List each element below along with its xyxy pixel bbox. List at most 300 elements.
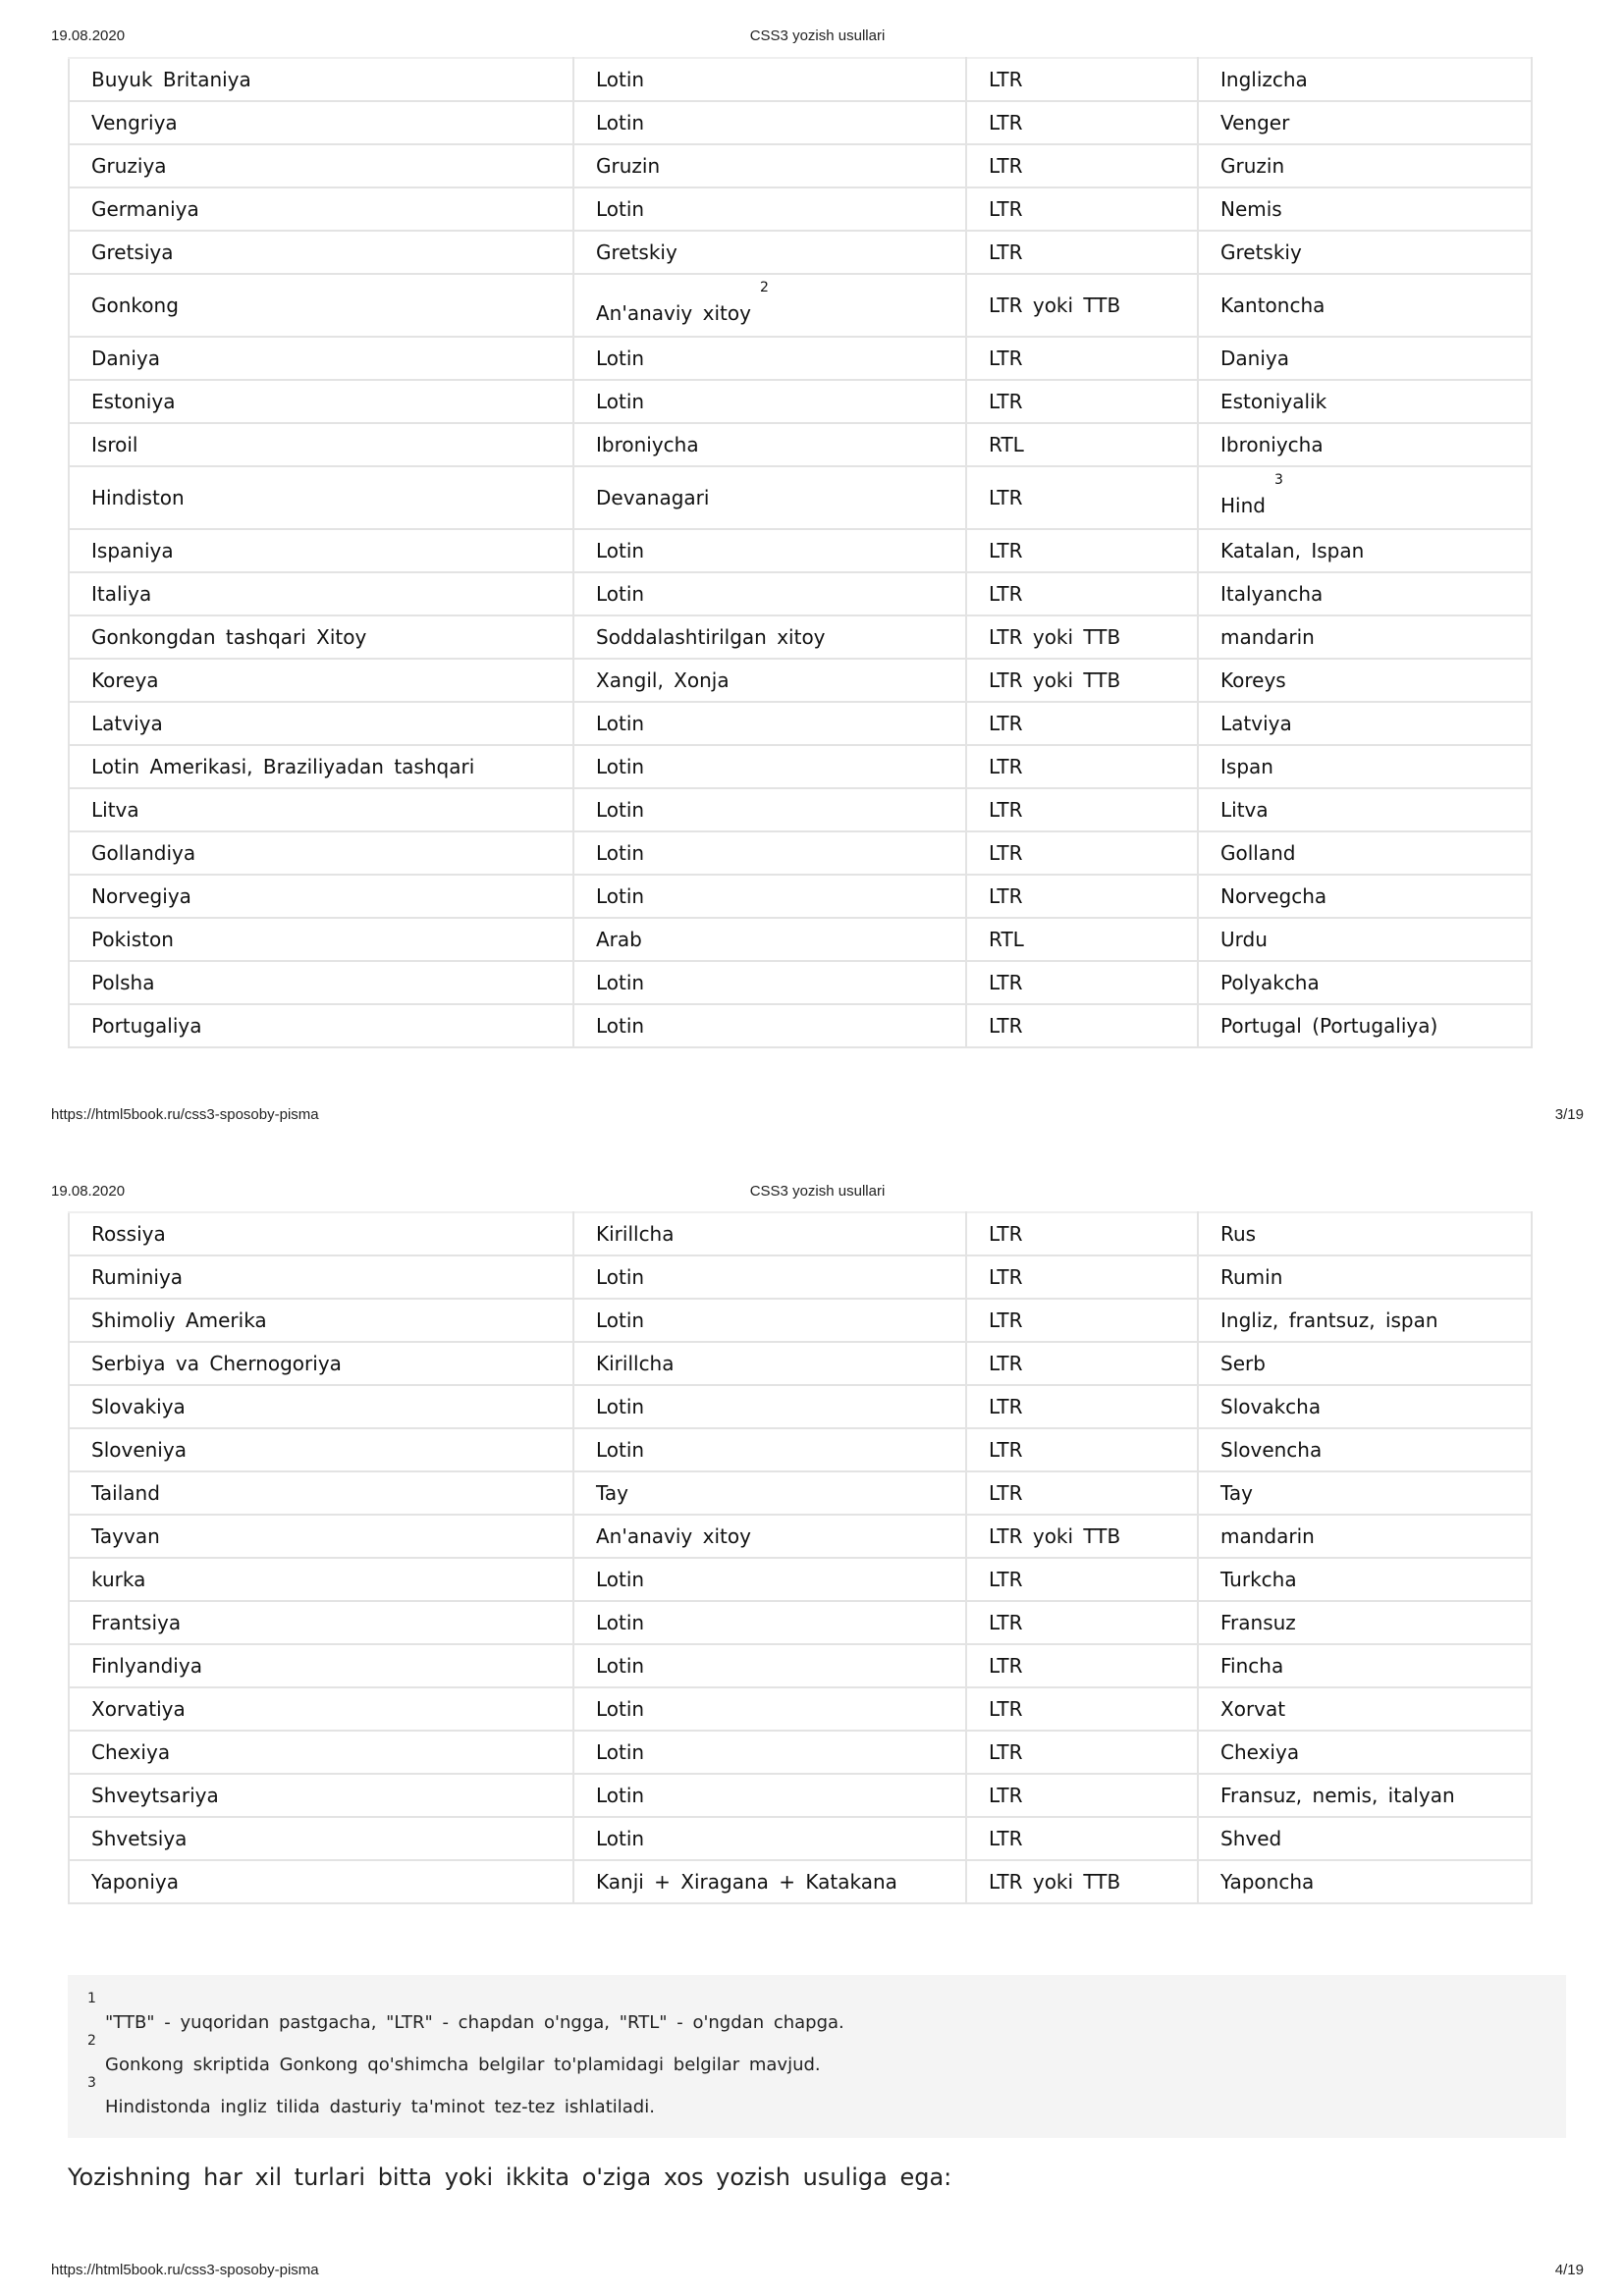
table-row xyxy=(69,187,1532,231)
table-row xyxy=(69,101,1532,144)
language-cell-text xyxy=(1220,472,1283,517)
country-cell-text: Shveytsariya xyxy=(91,1784,219,1807)
direction-cell xyxy=(966,274,1198,337)
country-cell-text: Buyuk Britaniya xyxy=(91,68,251,91)
language-cell-text: Daniya xyxy=(1220,347,1289,370)
direction-cell-text: LTR xyxy=(989,1611,1023,1634)
country-cell-text: Rossiya xyxy=(91,1222,166,1246)
script-cell-text: An'anaviy xitoy xyxy=(596,1524,751,1548)
language-cell-text: Inglizcha xyxy=(1220,68,1308,91)
script-cell-text: Kanji + Xiragana + Katakana xyxy=(596,1870,897,1894)
direction-cell-text: LTR yoki TTB xyxy=(989,1524,1121,1548)
country-cell-text: Vengriya xyxy=(91,111,178,134)
direction-cell xyxy=(966,615,1198,659)
language-cell-text: Gruzin xyxy=(1220,154,1285,178)
language-cell-text: Polyakcha xyxy=(1220,971,1320,994)
language-cell xyxy=(1198,1004,1532,1047)
direction-cell-text: LTR xyxy=(989,1697,1023,1721)
script-cell xyxy=(573,466,966,529)
language-cell xyxy=(1198,615,1532,659)
country-cell-text: Italiya xyxy=(91,582,152,606)
country-cell xyxy=(69,875,573,918)
language-cell-text: Chexiya xyxy=(1220,1740,1300,1764)
language-cell-text: Rumin xyxy=(1220,1265,1283,1289)
script-cell-text: Lotin xyxy=(596,68,645,91)
direction-cell-text: LTR xyxy=(989,539,1023,562)
direction-cell xyxy=(966,423,1198,466)
country-cell xyxy=(69,274,573,337)
page-header xyxy=(51,27,1584,47)
script-cell-text: Lotin xyxy=(596,197,645,221)
footnote-text: Hindistonda ingliz tilida dasturiy ta'minot tez-tez ishlatiladi. xyxy=(105,2097,655,2117)
footnote xyxy=(87,2033,821,2075)
script-cell-text: Lotin xyxy=(596,971,645,994)
table-row xyxy=(69,1558,1532,1601)
print-date: 19.08.2020 xyxy=(51,27,126,44)
table-row xyxy=(69,231,1532,274)
country-cell xyxy=(69,1558,573,1601)
language-cell-text: Kantoncha xyxy=(1220,294,1325,317)
script-cell xyxy=(573,1860,966,1903)
country-cell-text: Latviya xyxy=(91,712,163,735)
country-cell xyxy=(69,231,573,274)
footnotes-box xyxy=(68,1975,1566,2138)
direction-cell xyxy=(966,1601,1198,1644)
country-cell-text: Slovakiya xyxy=(91,1395,186,1418)
country-cell-text: Chexiya xyxy=(91,1740,171,1764)
direction-cell-text: LTR xyxy=(989,1395,1023,1418)
direction-cell xyxy=(966,961,1198,1004)
direction-cell xyxy=(966,1255,1198,1299)
script-cell-text: Arab xyxy=(596,928,642,951)
language-cell-text: Xorvat xyxy=(1220,1697,1286,1721)
direction-cell-text: LTR xyxy=(989,1740,1023,1764)
direction-cell xyxy=(966,466,1198,529)
script-cell xyxy=(573,1817,966,1860)
direction-cell-text: LTR xyxy=(989,884,1023,908)
country-cell-text: Tayvan xyxy=(91,1524,160,1548)
table-row xyxy=(69,1471,1532,1515)
script-cell-text: Lotin xyxy=(596,390,645,413)
direction-cell xyxy=(966,1644,1198,1687)
direction-cell xyxy=(966,1515,1198,1558)
country-cell-text: Tailand xyxy=(91,1481,160,1505)
language-cell xyxy=(1198,1644,1532,1687)
direction-cell xyxy=(966,144,1198,187)
country-cell-text: kurka xyxy=(91,1568,146,1591)
language-cell-text: Tay xyxy=(1220,1481,1253,1505)
direction-cell-text: LTR xyxy=(989,1784,1023,1807)
language-cell-text: Nemis xyxy=(1220,197,1282,221)
table-row xyxy=(69,1644,1532,1687)
script-cell xyxy=(573,58,966,101)
script-cell-text: Lotin xyxy=(596,1308,645,1332)
direction-cell-text: LTR xyxy=(989,111,1023,134)
source-url-link[interactable]: https://html5book.ru/css3-sposoby-pisma xyxy=(51,1106,319,1123)
table-row xyxy=(69,144,1532,187)
table-row xyxy=(69,918,1532,961)
country-cell-text: Norvegiya xyxy=(91,884,191,908)
language-cell xyxy=(1198,187,1532,231)
footnote-reference[interactable]: 3 xyxy=(1274,472,1283,488)
script-cell-text: Lotin xyxy=(596,1784,645,1807)
script-cell-text: Lotin xyxy=(596,1827,645,1850)
table-row xyxy=(69,466,1532,529)
country-cell xyxy=(69,1299,573,1342)
page-number: 4/19 xyxy=(1554,2262,1584,2278)
table-row xyxy=(69,1817,1532,1860)
body-paragraph: Yozishning har xil turlari bitta yoki ikkita o'ziga xos yozish usuliga ega: xyxy=(68,2163,952,2191)
language-cell-text: Gretskiy xyxy=(1220,240,1302,264)
script-cell-text: Lotin xyxy=(596,1438,645,1462)
script-cell-text: Lotin xyxy=(596,1568,645,1591)
script-cell-text: Tay xyxy=(596,1481,628,1505)
country-cell-text: Shvetsiya xyxy=(91,1827,188,1850)
country-cell xyxy=(69,1212,573,1255)
script-cell-text: Lotin xyxy=(596,1265,645,1289)
footnote-number: 1 xyxy=(87,1991,96,2006)
language-cell-text: Slovakcha xyxy=(1220,1395,1322,1418)
language-cell xyxy=(1198,466,1532,529)
script-cell-text: Lotin xyxy=(596,1611,645,1634)
country-cell-text: Xorvatiya xyxy=(91,1697,186,1721)
language-cell xyxy=(1198,337,1532,380)
direction-cell-text: LTR yoki TTB xyxy=(989,1870,1121,1894)
script-cell xyxy=(573,1428,966,1471)
direction-cell-text: LTR xyxy=(989,347,1023,370)
country-cell-text: Litva xyxy=(91,798,139,822)
language-cell xyxy=(1198,1515,1532,1558)
direction-cell xyxy=(966,1774,1198,1817)
language-cell xyxy=(1198,1299,1532,1342)
direction-cell xyxy=(966,1558,1198,1601)
language-cell xyxy=(1198,961,1532,1004)
table-row xyxy=(69,1774,1532,1817)
direction-cell xyxy=(966,187,1198,231)
direction-cell xyxy=(966,1299,1198,1342)
language-cell xyxy=(1198,702,1532,745)
country-cell xyxy=(69,337,573,380)
language-cell xyxy=(1198,1774,1532,1817)
script-cell xyxy=(573,380,966,423)
language-cell xyxy=(1198,1471,1532,1515)
country-cell xyxy=(69,615,573,659)
country-cell-text: Finlyandiya xyxy=(91,1654,202,1678)
language-cell-text: mandarin xyxy=(1220,625,1315,649)
direction-cell xyxy=(966,1817,1198,1860)
country-cell xyxy=(69,380,573,423)
direction-cell-text: LTR xyxy=(989,1568,1023,1591)
country-cell xyxy=(69,1687,573,1731)
country-cell xyxy=(69,1731,573,1774)
language-cell-text: Koreys xyxy=(1220,668,1286,692)
script-cell xyxy=(573,1687,966,1731)
script-cell xyxy=(573,1004,966,1047)
direction-cell-text: LTR xyxy=(989,1308,1023,1332)
script-cell xyxy=(573,788,966,831)
script-cell-text: Kirillcha xyxy=(596,1352,675,1375)
page-number: 3/19 xyxy=(1554,1106,1584,1123)
country-cell-text: Serbiya va Chernogoriya xyxy=(91,1352,342,1375)
script-cell xyxy=(573,572,966,615)
table-row xyxy=(69,1687,1532,1731)
country-cell-text: Gonkongdan tashqari Xitoy xyxy=(91,625,367,649)
script-cell-text: Xangil, Xonja xyxy=(596,668,730,692)
country-cell xyxy=(69,466,573,529)
language-cell-text: Serb xyxy=(1220,1352,1266,1375)
direction-cell xyxy=(966,875,1198,918)
country-cell xyxy=(69,1471,573,1515)
language-cell-text: Katalan, Ispan xyxy=(1220,539,1365,562)
direction-cell xyxy=(966,831,1198,875)
script-cell xyxy=(573,529,966,572)
language-cell-text: Portugal (Portugaliya) xyxy=(1220,1014,1438,1038)
table-row xyxy=(69,1004,1532,1047)
script-cell-text: Lotin xyxy=(596,1395,645,1418)
footnote xyxy=(87,1991,844,2033)
language-cell xyxy=(1198,572,1532,615)
script-cell xyxy=(573,1644,966,1687)
direction-cell-text: LTR xyxy=(989,1827,1023,1850)
language-cell xyxy=(1198,274,1532,337)
language-cell xyxy=(1198,831,1532,875)
country-cell-text: Portugaliya xyxy=(91,1014,202,1038)
script-cell xyxy=(573,1601,966,1644)
script-cell-text: Kirillcha xyxy=(596,1222,675,1246)
country-cell xyxy=(69,961,573,1004)
language-cell-text: Turkcha xyxy=(1220,1568,1297,1591)
language-cell xyxy=(1198,144,1532,187)
language-cell xyxy=(1198,1212,1532,1255)
country-cell xyxy=(69,1255,573,1299)
script-cell xyxy=(573,274,966,337)
direction-cell xyxy=(966,1687,1198,1731)
country-cell xyxy=(69,1860,573,1903)
direction-cell-text: LTR yoki TTB xyxy=(989,625,1121,649)
language-cell xyxy=(1198,745,1532,788)
script-cell xyxy=(573,423,966,466)
table-row xyxy=(69,58,1532,101)
script-cell-text: Lotin xyxy=(596,712,645,735)
country-cell xyxy=(69,831,573,875)
country-cell-text: Ispaniya xyxy=(91,539,174,562)
direction-cell-text: LTR yoki TTB xyxy=(989,668,1121,692)
direction-cell xyxy=(966,788,1198,831)
language-cell-text: Italyancha xyxy=(1220,582,1324,606)
script-cell-text: Devanagari xyxy=(596,486,710,509)
language-cell xyxy=(1198,1860,1532,1903)
direction-cell-text: LTR xyxy=(989,971,1023,994)
script-cell xyxy=(573,745,966,788)
direction-cell-text: LTR xyxy=(989,841,1023,865)
table-row xyxy=(69,961,1532,1004)
table-row xyxy=(69,831,1532,875)
language-cell xyxy=(1198,1687,1532,1731)
country-cell-text: Daniya xyxy=(91,347,160,370)
country-cell-text: Lotin Amerikasi, Braziliyadan tashqari xyxy=(91,755,475,778)
direction-cell xyxy=(966,1385,1198,1428)
language-cell xyxy=(1198,1428,1532,1471)
language-cell xyxy=(1198,1558,1532,1601)
country-cell xyxy=(69,702,573,745)
direction-cell xyxy=(966,337,1198,380)
language-cell xyxy=(1198,788,1532,831)
footnote-reference[interactable]: 2 xyxy=(760,280,769,295)
direction-cell xyxy=(966,1860,1198,1903)
country-cell-text: Koreya xyxy=(91,668,159,692)
table-row xyxy=(69,875,1532,918)
country-cell xyxy=(69,1342,573,1385)
script-cell-text: Lotin xyxy=(596,111,645,134)
table-row xyxy=(69,423,1532,466)
direction-cell-text: LTR xyxy=(989,1222,1023,1246)
direction-cell-text: RTL xyxy=(989,433,1024,456)
script-cell xyxy=(573,615,966,659)
country-cell xyxy=(69,101,573,144)
direction-cell xyxy=(966,380,1198,423)
script-cell xyxy=(573,702,966,745)
script-cell-text: Ibroniycha xyxy=(596,433,699,456)
script-cell-text: Soddalashtirilgan xitoy xyxy=(596,625,826,649)
language-cell xyxy=(1198,1342,1532,1385)
script-cell xyxy=(573,101,966,144)
language-cell-value: Hind xyxy=(1220,494,1266,517)
table-row xyxy=(69,1255,1532,1299)
country-cell-text: Sloveniya xyxy=(91,1438,187,1462)
country-cell-text: Germaniya xyxy=(91,197,199,221)
country-cell xyxy=(69,144,573,187)
country-cell xyxy=(69,187,573,231)
direction-cell-text: LTR xyxy=(989,1654,1023,1678)
print-date: 19.08.2020 xyxy=(51,1183,126,1200)
country-cell xyxy=(69,1515,573,1558)
direction-cell xyxy=(966,1428,1198,1471)
footnote-text: Gonkong skriptida Gonkong qo'shimcha belgilar to'plamidagi belgilar mavjud. xyxy=(105,2055,821,2075)
writing-systems-table xyxy=(68,1211,1533,1904)
country-cell xyxy=(69,1004,573,1047)
language-cell xyxy=(1198,101,1532,144)
script-cell-text: Lotin xyxy=(596,1654,645,1678)
language-cell xyxy=(1198,1385,1532,1428)
script-cell-text: Lotin xyxy=(596,1697,645,1721)
language-cell-text: Slovencha xyxy=(1220,1438,1323,1462)
script-cell xyxy=(573,1515,966,1558)
direction-cell-text: RTL xyxy=(989,928,1024,951)
script-cell-text: Lotin xyxy=(596,1740,645,1764)
language-cell xyxy=(1198,380,1532,423)
direction-cell xyxy=(966,101,1198,144)
language-cell xyxy=(1198,231,1532,274)
language-cell-text: Fransuz xyxy=(1220,1611,1296,1634)
language-cell-text: Latviya xyxy=(1220,712,1292,735)
script-cell xyxy=(573,1299,966,1342)
language-cell-text: Venger xyxy=(1220,111,1290,134)
table-row xyxy=(69,529,1532,572)
table-row xyxy=(69,659,1532,702)
language-cell-text: Shved xyxy=(1220,1827,1282,1850)
country-cell-text: Gonkong xyxy=(91,294,179,317)
script-cell-value: An'anaviy xitoy xyxy=(596,301,751,325)
language-cell xyxy=(1198,918,1532,961)
direction-cell-text: LTR xyxy=(989,798,1023,822)
script-cell-text: Lotin xyxy=(596,841,645,865)
country-cell xyxy=(69,1601,573,1644)
script-cell-text xyxy=(596,280,769,325)
table-row xyxy=(69,1342,1532,1385)
language-cell-text: Fransuz, nemis, italyan xyxy=(1220,1784,1455,1807)
country-cell xyxy=(69,788,573,831)
country-cell-text: Yaponiya xyxy=(91,1870,179,1894)
script-cell xyxy=(573,1342,966,1385)
table-row xyxy=(69,745,1532,788)
direction-cell-text: LTR xyxy=(989,240,1023,264)
table-row xyxy=(69,380,1532,423)
country-cell-text: Estoniya xyxy=(91,390,176,413)
table-row xyxy=(69,1731,1532,1774)
page-footer xyxy=(51,1106,1584,1126)
script-cell-text: Lotin xyxy=(596,582,645,606)
direction-cell-text: LTR xyxy=(989,197,1023,221)
table-row xyxy=(69,702,1532,745)
country-cell-text: Shimoliy Amerika xyxy=(91,1308,267,1332)
page-footer xyxy=(51,2262,1584,2281)
direction-cell xyxy=(966,58,1198,101)
direction-cell-text: LTR xyxy=(989,582,1023,606)
table-row xyxy=(69,1601,1532,1644)
direction-cell-text: LTR xyxy=(989,712,1023,735)
language-cell xyxy=(1198,875,1532,918)
direction-cell-text: LTR xyxy=(989,1265,1023,1289)
language-cell-text: Litva xyxy=(1220,798,1269,822)
country-cell-text: Isroil xyxy=(91,433,138,456)
direction-cell xyxy=(966,1731,1198,1774)
footnote-number: 3 xyxy=(87,2075,96,2091)
script-cell xyxy=(573,1212,966,1255)
country-cell xyxy=(69,918,573,961)
language-cell xyxy=(1198,423,1532,466)
country-cell xyxy=(69,529,573,572)
language-cell-text: Ibroniycha xyxy=(1220,433,1324,456)
table-row xyxy=(69,337,1532,380)
table-row xyxy=(69,572,1532,615)
table-row xyxy=(69,788,1532,831)
script-cell-text: Lotin xyxy=(596,1014,645,1038)
direction-cell xyxy=(966,745,1198,788)
script-cell-text: Gretskiy xyxy=(596,240,677,264)
direction-cell-text: LTR xyxy=(989,390,1023,413)
direction-cell xyxy=(966,231,1198,274)
script-cell xyxy=(573,144,966,187)
script-cell xyxy=(573,659,966,702)
writing-systems-table xyxy=(68,57,1533,1048)
language-cell xyxy=(1198,1817,1532,1860)
footnote-text: "TTB" - yuqoridan pastgacha, "LTR" - chapdan o'ngga, "RTL" - o'ngdan chapga. xyxy=(105,2012,844,2033)
direction-cell xyxy=(966,1212,1198,1255)
country-cell-text: Gruziya xyxy=(91,154,167,178)
country-cell xyxy=(69,58,573,101)
direction-cell-text: LTR xyxy=(989,154,1023,178)
language-cell xyxy=(1198,1731,1532,1774)
script-cell-text: Lotin xyxy=(596,755,645,778)
source-url-link[interactable]: https://html5book.ru/css3-sposoby-pisma xyxy=(51,2262,319,2278)
language-cell-text: Rus xyxy=(1220,1222,1257,1246)
language-cell-text: Ingliz, frantsuz, ispan xyxy=(1220,1308,1438,1332)
country-cell-text: Polsha xyxy=(91,971,155,994)
language-cell xyxy=(1198,529,1532,572)
script-cell xyxy=(573,337,966,380)
language-cell xyxy=(1198,659,1532,702)
table-row xyxy=(69,274,1532,337)
